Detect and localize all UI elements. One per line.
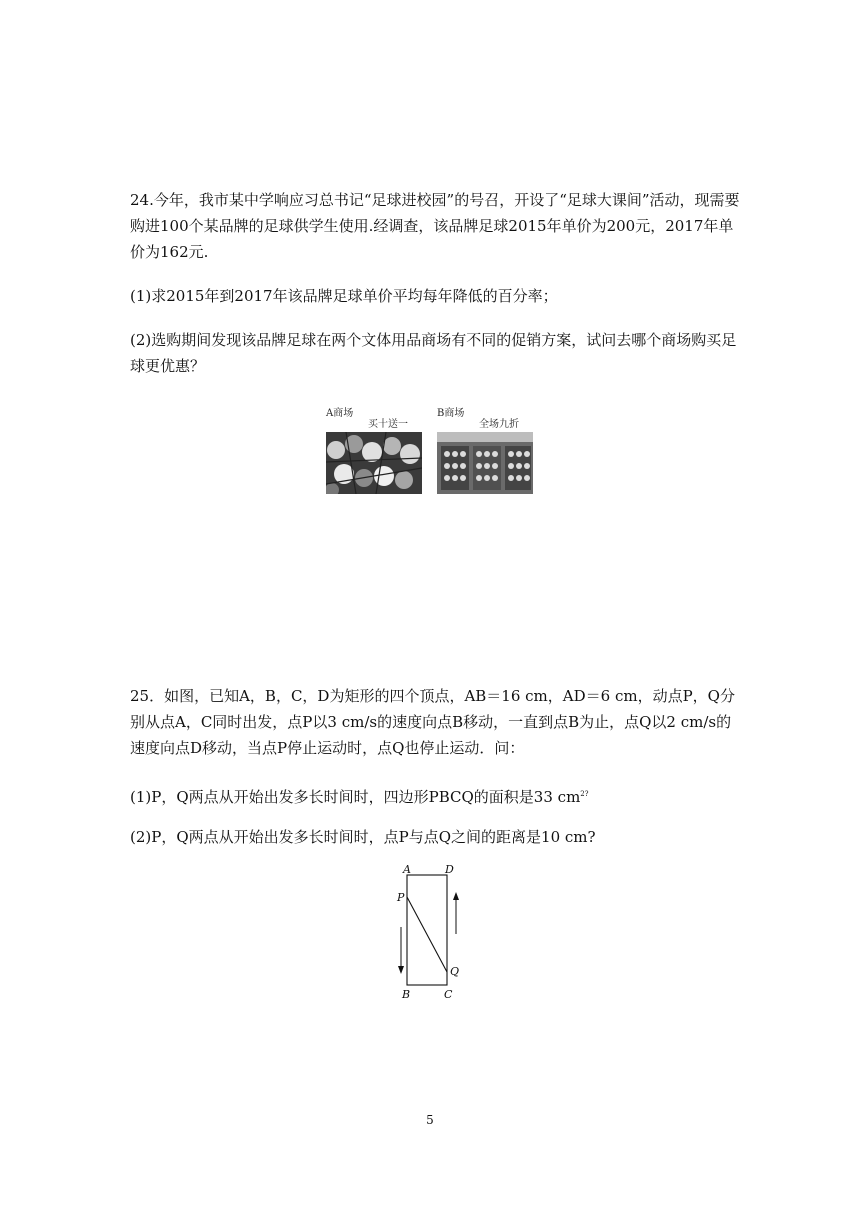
q25-part1-text: (1)P，Q两点从开始出发多长时间时，四边形PBCQ的面积是33 cm (130, 788, 581, 806)
shop-b-name: B商场 (437, 408, 465, 419)
label-b: B (402, 988, 411, 1001)
label-q: Q (450, 965, 460, 978)
q25-part1-sup: 2? (580, 790, 589, 798)
shop-a-photo (326, 400, 422, 494)
label-c: C (444, 988, 453, 1001)
label-a: A (403, 863, 411, 876)
q25-part1 (130, 781, 740, 810)
shop-b-promo: 全场九折 (479, 419, 519, 430)
q24-part2: (2)选购期间发现该品牌足球在两个文体用品商场有不同的促销方案，试问去哪个商场购买足球更优惠？ (130, 331, 737, 375)
q24-part1: (1)求2015年到2017年该品牌足球单价平均每年降低的百分率； (130, 287, 558, 305)
page-number: 5 (426, 1113, 434, 1127)
segment-pq (407, 897, 447, 972)
arrow-p-head (398, 966, 404, 974)
rectangle-figure (392, 862, 482, 1002)
q24-stem: 24.今年，我市某中学响应习总书记“足球进校园”的号召，开设了“足球大课间”活动，现需要购进100个某品牌的足球供学生使用.经调查，该品牌足球2015年单价为200元，2017年单价为162元. (130, 191, 740, 261)
label-p: P (397, 891, 405, 904)
arrow-q-head (453, 892, 459, 900)
shop-b-image (437, 432, 533, 494)
rectangle-abcd (407, 875, 447, 985)
label-d: D (445, 863, 454, 876)
q25-part2: (2)P，Q两点从开始出发多长时间时，点P与点Q之间的距离是10 cm? (130, 828, 596, 846)
shop-a-promo: 买十送一 (368, 419, 408, 430)
shop-a-image (326, 432, 422, 494)
shop-a-name: A商场 (326, 408, 354, 419)
q25-stem: 25．如图，已知A，B，C，D为矩形的四个顶点，AB＝16 cm，AD＝6 cm，动点P，Q分别从点A，C同时出发，点P以3 cm/s的速度向点B移动，一直到点B为止，点Q以2 cm/s的速度向点D移动，当点P停止运动时，点Q也停止运动．问： (130, 687, 735, 757)
shop-b-photo (437, 400, 533, 494)
